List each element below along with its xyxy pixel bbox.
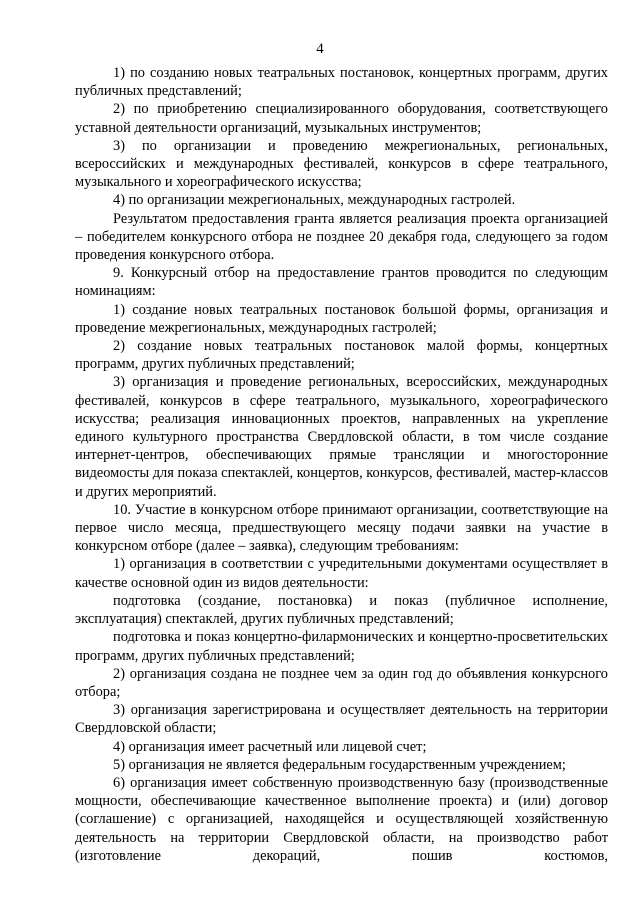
paragraph-requirement-5: 5) организация не является федеральным государственным учреждением;	[113, 756, 566, 773]
page-number: 4	[316, 41, 324, 57]
paragraph-requirement-2: 2) организация создана не позднее чем за один год до объявления конкурсного отбора;	[75, 665, 608, 700]
paragraph-nomination-1: 1) создание новых театральных постановок большой формы, организация и проведение межрегиональных, международных гастролей;	[75, 301, 608, 336]
paragraph-requirement-6: 6) организация имеет собственную производственную базу (производственные мощности, обеспечивающие качественное выполнение проекта) и (или) договор (соглашение) с организацией, находящейся и осуществляющей хозяйственную деятельность на территории Свердловской области, на производство работ (изготовление декораций, пошив костюмов,	[75, 774, 608, 864]
paragraph-activity-concert: подготовка и показ концертно-филармонических и концертно-просветительских программ, других публичных представлений;	[75, 629, 608, 664]
paragraph-requirement-3: 3) организация зарегистрирована и осуществляет деятельность на территории Свердловской области;	[75, 702, 608, 737]
document-body	[75, 64, 608, 865]
paragraph-section-9: 9. Конкурсный отбор на предоставление грантов проводится по следующим номинациям:	[75, 265, 608, 300]
paragraph-item-3: 3) по организации и проведению межрегиональных, региональных, всероссийских и международных фестивалей, конкурсов в сфере театрального, музыкального и хореографического искусства;	[75, 137, 608, 191]
paragraph-item-1: 1) по созданию новых театральных постановок, концертных программ, других публичных представлений;	[75, 65, 608, 100]
paragraph-item-2: 2) по приобретению специализированного оборудования, соответствующего уставной деятельности организаций, музыкальных инструментов;	[75, 101, 608, 136]
paragraph-section-10: 10. Участие в конкурсном отборе принимают организации, соответствующие на первое число месяца, предшествующего месяцу подачи заявки на участие в конкурсном отборе (далее – заявка), следующим требованиям:	[75, 501, 608, 555]
paragraph-item-4: 4) по организации межрегиональных, международных гастролей.	[113, 192, 516, 209]
paragraph-requirement-4: 4) организация имеет расчетный или лицевой счет;	[113, 738, 427, 755]
paragraph-requirement-1: 1) организация в соответствии с учредительными документами осуществляет в качестве основной один из видов деятельности:	[75, 556, 608, 591]
paragraph-nomination-3: 3) организация и проведение региональных, всероссийских, международных фестивалей, конкурсов в сфере театрального, музыкального, хореографического искусства; реализация инновационных проектов, направленных на укрепление единого культурного пространства Свердловской области, в том числе создание интернет-центров, обеспечивающих прямые трансляции и многосторонние видеомосты для показа спектаклей, концертов, конкурсов, фестивалей, мастер-классов и других мероприятий.	[75, 374, 609, 500]
paragraph-nomination-2: 2) создание новых театральных постановок малой формы, концертных программ, других публичных представлений;	[75, 338, 608, 373]
paragraph-grant-result: Результатом предоставления гранта является реализация проекта организацией – победителем конкурсного отбора не позднее 20 декабря года, следующего за годом проведения конкурсного отбора.	[75, 210, 608, 264]
paragraph-activity-theatre: подготовка (создание, постановка) и показ (публичное исполнение, эксплуатация) спектаклей, других публичных представлений;	[75, 592, 608, 628]
